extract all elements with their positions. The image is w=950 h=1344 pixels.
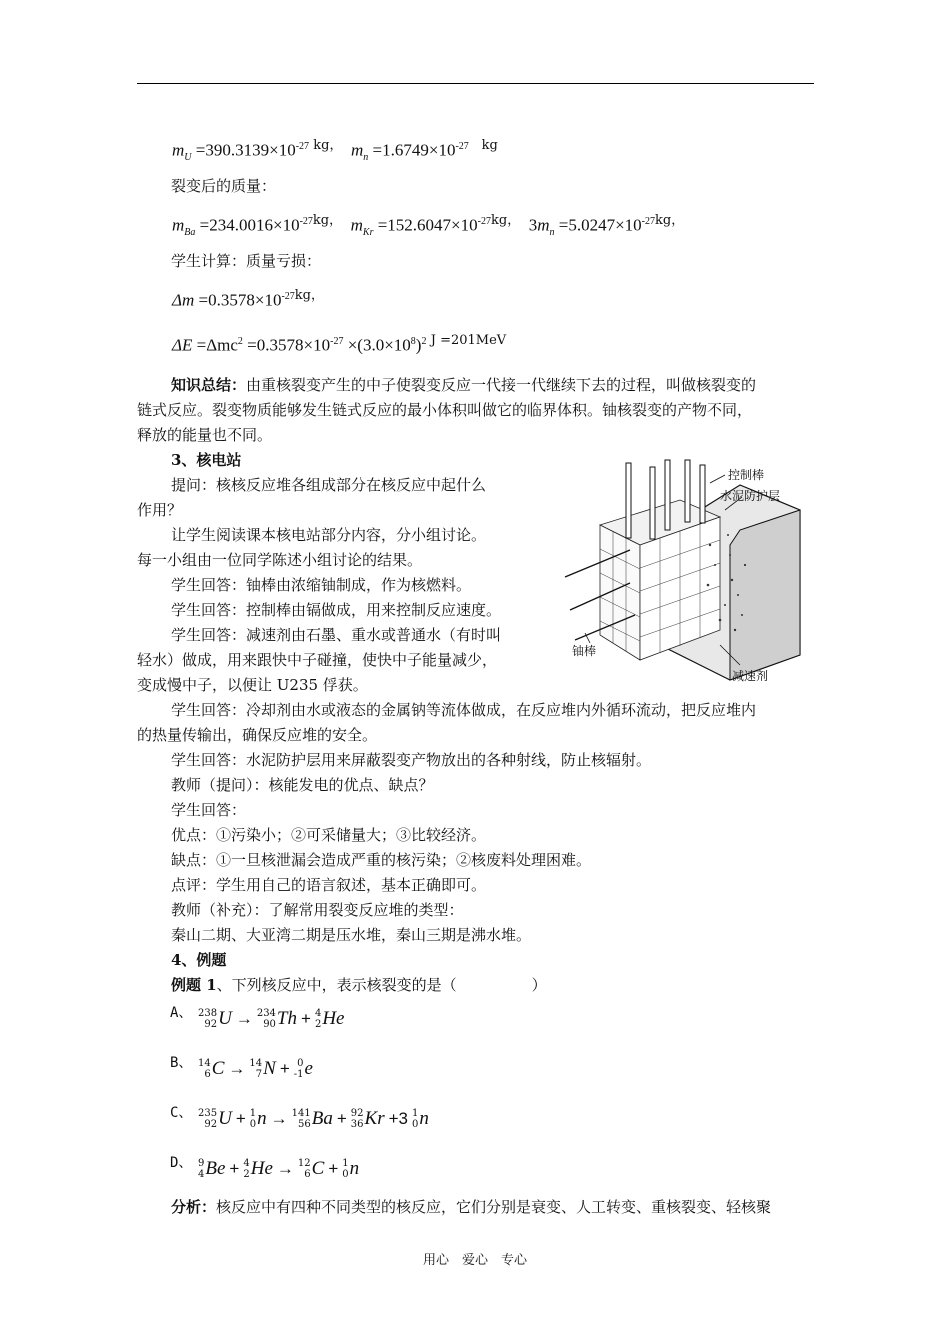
q1-line-2: 作用？ (137, 501, 183, 519)
atomic-number: 0 (342, 1169, 349, 1180)
nuclide (342, 1158, 359, 1180)
option-b-label: B、 (170, 1055, 193, 1071)
atomic-number: 2 (314, 1019, 322, 1030)
mass-number: 12 (297, 1158, 311, 1169)
atomic-number: -1 (293, 1069, 304, 1080)
header-rule (137, 83, 814, 84)
equation-operator: +3 (388, 1109, 408, 1128)
analysis: 分析：核反应中有四种不同类型的核反应，它们分别是衰变、人工转变、重核裂变、轻核聚 (171, 1198, 772, 1216)
mass-number: 4 (314, 1008, 322, 1019)
summary-line-1: 知识总结：由重核裂变产生的中子使裂变反应一代接一代继续下去的过程，叫做核裂变的 (171, 376, 757, 394)
comment: 点评：学生用自己的语言叙述，基本正确即可。 (171, 876, 487, 894)
student-answer-label: 学生回答： (171, 801, 247, 819)
equation-operator: + (301, 1009, 311, 1028)
equation-operator: → (276, 1159, 294, 1178)
atomic-number: 0 (249, 1119, 257, 1130)
nuclide (198, 1008, 232, 1030)
delta-m-formula: $\Delta m =0.3578\times 10^{-27kg,}$ (172, 288, 324, 310)
mass-number: 141 (291, 1108, 311, 1119)
mass-number: 1 (249, 1108, 257, 1119)
example-1: 例题 1、下列核反应中，表示核裂变的是（ ） (171, 976, 547, 994)
option-b-equation (198, 1058, 313, 1080)
cons: 缺点：①一旦核泄漏会造成严重的核污染；②核废料处理困难。 (171, 851, 592, 869)
equation-operator: + (235, 1109, 246, 1128)
atomic-number: 6 (204, 1069, 211, 1080)
mass-number: 14 (249, 1058, 263, 1069)
mass-number: 1 (411, 1108, 419, 1119)
answer-coolant-1: 学生回答：冷却剂由水或液态的金属钠等流体做成，在反应堆内外循环流动，把反应堆内 (171, 701, 757, 719)
mass-number: 235 (198, 1108, 218, 1119)
reactor-figure (560, 455, 810, 690)
section-4-heading: 4、例题 (171, 951, 227, 969)
nuclide (292, 1108, 333, 1130)
label-uranium-rod: 铀棒 (572, 644, 597, 658)
mass-number: 92 (350, 1108, 364, 1119)
option-c-equation (198, 1108, 429, 1130)
element-symbol: e (304, 1058, 313, 1079)
element-symbol: n (419, 1108, 429, 1129)
atomic-number: 92 (204, 1019, 218, 1030)
element-symbol: C (311, 1158, 325, 1179)
nuclide (249, 1058, 275, 1080)
q1-line-1: 提问：核核反应堆各组成部分在核反应中起什么 (171, 476, 487, 494)
label-cement-layer: 水泥防护层 (720, 489, 781, 503)
label-control-rod: 控制棒 (728, 468, 765, 482)
nuclide (243, 1158, 273, 1180)
atomic-number: 7 (255, 1069, 263, 1080)
answer-uranium: 学生回答：铀棒由浓缩铀制成，作为核燃料。 (171, 576, 472, 594)
delta-e-formula: $\Delta E =\Delta mc^2 =0.3578\times 10^{-27} \times(3.0\times 10^8)^2$ $^{J =201MeV}$ (172, 333, 507, 355)
option-c-label: C、 (170, 1105, 193, 1121)
summary-line-2: 链式反应。裂变物质能够发生链式反应的最小体积叫做它的临界体积。铀核裂变的产物不同， (137, 401, 753, 419)
mass-number: 9 (198, 1158, 205, 1169)
nuclide (315, 1008, 345, 1030)
element-symbol: N (263, 1058, 276, 1079)
read-line-1: 让学生阅读课本核电站部分内容，分小组讨论。 (171, 526, 487, 544)
element-symbol: Kr (364, 1108, 385, 1129)
nuclide (298, 1158, 324, 1180)
answer-moderator-3: 变成慢中子，以便让 U235 俘获。 (137, 676, 368, 694)
teacher-supplement: 教师（补充）：了解常用裂变反应堆的类型： (171, 901, 464, 919)
nuclide (257, 1008, 297, 1030)
option-d-equation (198, 1158, 359, 1180)
answer-cement: 学生回答：水泥防护层用来屏蔽裂变产物放出的各种射线，防止核辐射。 (171, 751, 652, 769)
option-d-label: D、 (170, 1155, 193, 1171)
equation-operator: + (336, 1109, 347, 1128)
atomic-number: 4 (198, 1169, 205, 1180)
equation-operator: + (279, 1059, 290, 1078)
mass-number: 4 (243, 1158, 250, 1169)
nuclide (412, 1108, 429, 1130)
answer-coolant-2: 的热量传输出，确保反应堆的安全。 (137, 726, 378, 744)
calc-label: 学生计算：质量亏损： (171, 252, 322, 270)
nuclide (198, 1108, 232, 1130)
atomic-number: 56 (298, 1119, 311, 1130)
element-symbol: Ba (311, 1108, 333, 1129)
masses-before: $m_U =390.3139\times 10^{-27}$ $^{kg,}$ $m_n =1.6749\times 10^{-27}$ $^{kg}$ (172, 138, 498, 164)
element-symbol: Th (276, 1008, 297, 1029)
element-symbol: He (322, 1008, 345, 1029)
read-line-2: 每一小组由一位同学陈述小组讨论的结果。 (137, 551, 423, 569)
answer-moderator-2: 轻水）做成，用来跟快中子碰撞，使快中子能量减少， (137, 651, 498, 669)
mass-number: 14 (198, 1058, 211, 1069)
section-3-heading: 3、核电站 (171, 451, 242, 469)
summary-line-3: 释放的能量也不同。 (137, 426, 273, 444)
element-symbol: C (211, 1058, 225, 1079)
teacher-question: 教师（提问）：核能发电的优点、缺点？ (171, 776, 434, 794)
masses-after: $m_{Ba} =234.0016\times 10^{-27kg,}$ $m_{Kr} =152.6047\times 10^{-27kg,}$ $3m_n =5.0247\times 10^{-27kg,}$ (172, 213, 685, 239)
pros: 优点：①污染小；②可采储量大；③比较经济。 (171, 826, 487, 844)
atomic-number: 6 (304, 1169, 311, 1180)
mass-number: 234 (256, 1008, 276, 1019)
element-symbol: He (250, 1158, 273, 1179)
equation-operator: → (235, 1009, 253, 1028)
equation-operator: + (229, 1159, 240, 1178)
label-moderator: 减速剂 (732, 669, 769, 683)
option-a-equation (198, 1008, 344, 1030)
atomic-number: 92 (204, 1119, 218, 1130)
nuclide (198, 1158, 225, 1180)
reactor-types: 秦山二期、大亚湾二期是压水堆，秦山三期是沸水堆。 (171, 926, 532, 944)
nuclide (294, 1058, 313, 1080)
element-symbol: U (218, 1008, 232, 1029)
element-symbol: U (218, 1108, 232, 1129)
answer-moderator-1: 学生回答：减速剂由石墨、重水或普通水（有时叫 (171, 626, 502, 644)
after-label: 裂变后的质量： (171, 177, 277, 195)
nuclide (250, 1108, 267, 1130)
atomic-number: 2 (243, 1169, 250, 1180)
mass-number: 1 (342, 1158, 349, 1169)
answer-control-rod: 学生回答：控制棒由镉做成，用来控制反应速度。 (171, 601, 502, 619)
mass-number: 0 (297, 1058, 304, 1069)
option-a-label: A、 (170, 1005, 193, 1021)
equation-operator: + (328, 1159, 339, 1178)
element-symbol: Be (205, 1158, 226, 1179)
element-symbol: n (257, 1108, 267, 1129)
atomic-number: 36 (350, 1119, 364, 1130)
nuclide (351, 1108, 385, 1130)
atomic-number: 90 (263, 1019, 276, 1030)
mass-number: 238 (198, 1008, 218, 1019)
element-symbol: n (349, 1158, 360, 1179)
equation-operator: → (270, 1109, 288, 1128)
footer-motto: 用心 爱心 专心 (422, 1253, 527, 1268)
equation-operator: → (228, 1059, 246, 1078)
atomic-number: 0 (411, 1119, 419, 1130)
nuclide (198, 1058, 224, 1080)
